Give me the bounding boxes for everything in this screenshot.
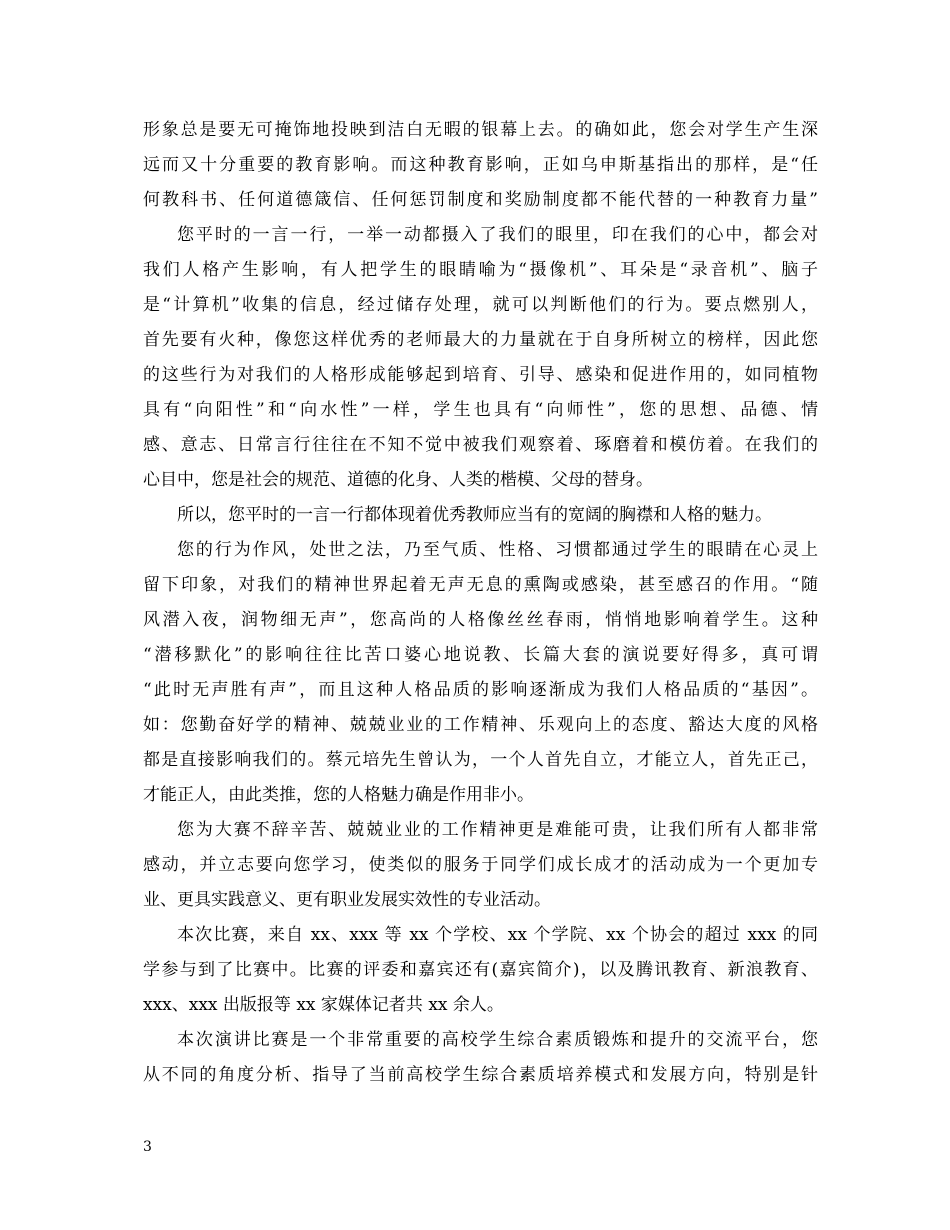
text-line: “潜移默化”的影响往往比苦口婆心地说教、长篇大套的演说要好得多，真可谓 (143, 645, 818, 665)
text-line: 远而又十分重要的教育影响。而这种教育影响，正如乌申斯基指出的那样，是“任 (143, 155, 818, 175)
text-line: 您的行为作风，处世之法，乃至气质、性格、习惯都通过学生的眼睛在心灵上 (177, 540, 818, 560)
text-line: 何教科书、任何道德箴信、任何惩罚制度和奖励制度都不能代替的一种教育力量” (143, 190, 818, 210)
text-line: 本次比赛，来自 xx、xxx 等 xx 个学校、xx 个学院、xx 个协会的超过 xxx 的同 (177, 925, 818, 945)
text-line: 形象总是要无可掩饰地投映到洁白无暇的银幕上去。的确如此，您会对学生产生深 (143, 120, 818, 140)
text-line: 业、更具实践意义、更有职业发展实效性的专业活动。 (143, 890, 551, 910)
text-line: 感、意志、日常言行往往在不知不觉中被我们观察着、琢磨着和模仿着。在我们的 (143, 435, 818, 455)
text-line: 留下印象，对我们的精神世界起着无声无息的熏陶或感染，甚至感召的作用。“随 (143, 575, 818, 595)
text-line: 的这些行为对我们的人格形成能够起到培育、引导、感染和促进作用的，如同植物 (143, 365, 818, 385)
text-line: 首先要有火种，像您这样优秀的老师最大的力量就在于自身所树立的榜样，因此您 (143, 330, 818, 350)
text-line: 学参与到了比赛中。比赛的评委和嘉宾还有(嘉宾简介)，以及腾讯教育、新浪教育、 (143, 960, 818, 980)
text-line: 具有“向阳性”和“向水性”一样，学生也具有“向师性”，您的思想、品德、情 (143, 400, 818, 420)
document-body (143, 113, 818, 1093)
text-line: 从不同的角度分析、指导了当前高校学生综合素质培养模式和发展方向，特别是针 (143, 1065, 818, 1085)
text-line: 您平时的一言一行，一举一动都摄入了我们的眼里，印在我们的心中，都会对 (177, 225, 818, 245)
text-line: 所以，您平时的一言一行都体现着优秀教师应当有的宽阔的胸襟和人格的魅力。 (177, 505, 772, 525)
text-line: 都是直接影响我们的。蔡元培先生曾认为，一个人首先自立，才能立人，首先正己， (143, 750, 818, 770)
text-line: 如：您勤奋好学的精神、兢兢业业的工作精神、乐观向上的态度、豁达大度的风格 (143, 715, 818, 735)
text-line: 是“计算机”收集的信息，经过储存处理，就可以判断他们的行为。要点燃别人， (143, 295, 818, 315)
text-line: xxx、xxx 出版报等 xx 家媒体记者共 xx 余人。 (143, 995, 504, 1015)
text-line: 风潜入夜，润物细无声”，您高尚的人格像丝丝春雨，悄悄地影响着学生。这种 (143, 610, 818, 630)
text-line: 才能正人，由此类推，您的人格魅力确是作用非小。 (143, 785, 534, 805)
text-line: 感动，并立志要向您学习，使类似的服务于同学们成长成才的活动成为一个更加专 (143, 855, 818, 875)
text-line: 心目中，您是社会的规范、道德的化身、人类的楷模、父母的替身。 (143, 470, 653, 490)
text-line: “此时无声胜有声”，而且这种人格品质的影响逐渐成为我们人格品质的“基因”。 (143, 680, 818, 700)
text-line: 本次演讲比赛是一个非常重要的高校学生综合素质锻炼和提升的交流平台，您 (177, 1030, 818, 1050)
text-line: 我们人格产生影响，有人把学生的眼睛喻为“摄像机”、耳朵是“录音机”、脑子 (143, 260, 818, 280)
page-number: 3 (143, 1139, 152, 1155)
text-line: 您为大赛不辞辛苦、兢兢业业的工作精神更是难能可贵，让我们所有人都非常 (177, 820, 818, 840)
